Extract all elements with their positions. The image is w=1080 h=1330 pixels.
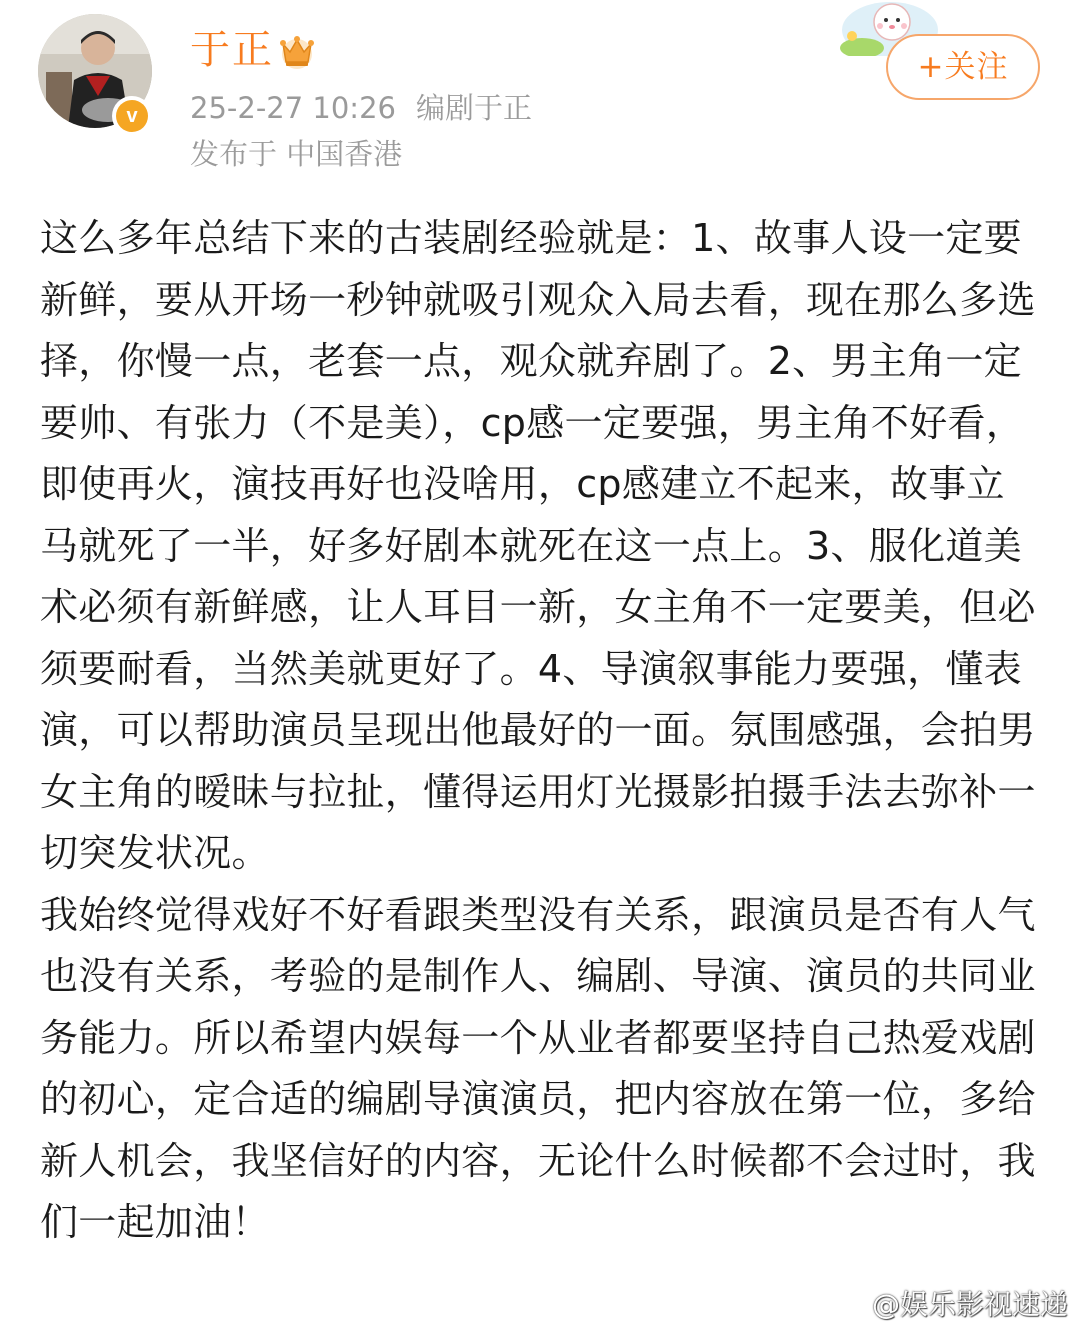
post-content: [40, 208, 1042, 1254]
verified-v-icon: v: [116, 100, 148, 132]
post-meta: [190, 88, 532, 128]
weibo-logo-icon: [834, 1290, 868, 1318]
crown-icon: [276, 30, 318, 70]
post-paragraph: 这么多年总结下来的古装剧经验就是：1、故事人设一定要新鲜，要从开场一秒钟就吸引观众入局去看，现在那么多选择，你慢一点，老套一点，观众就弃剧了。2、男主角一定要帅、有张力（不是美），cp感一定要强，男主角不好看，即使再火，演技再好也没啥用，cp感建立不起来，故事立马就死了一半，好多好剧本就死在这一点上。3、服化道美术必须有新鲜感，让人耳目一新，女主角不一定要美，但必须要耐看，当然美就更好了。4、导演叙事能力要强，懂表演，可以帮助演员呈现出他最好的一面。氛围感强，会拍男女主角的暧昧与拉扯，懂得运用灯光摄影拍摄手法去弥补一切突发状况。: [40, 216, 1036, 875]
post-paragraph: 我始终觉得戏好不好看跟类型没有关系，跟演员是否有人气也没有关系，考验的是制作人、编剧、导演、演员的共同业务能力。所以希望内娱每一个从业者都要坚持自己热爱戏剧的初心，定合适的编剧导演演员，把内容放在第一位，多给新人机会，我坚信好的内容，无论什么时候都不会过时，我们一起加油！: [40, 892, 1036, 1244]
watermark-text: @娱乐影视速递: [871, 1288, 1068, 1321]
post-source: 编剧于正: [415, 91, 532, 125]
post-location: 发布于 中国香港: [190, 137, 403, 171]
verified-badge: [112, 96, 152, 136]
watermark: [834, 1286, 1068, 1324]
follow-button[interactable]: +关注: [886, 34, 1040, 100]
post-timestamp: 25-2-27 10:26: [190, 91, 396, 125]
author-name[interactable]: 于正: [190, 27, 274, 73]
post-header: [0, 0, 1080, 190]
